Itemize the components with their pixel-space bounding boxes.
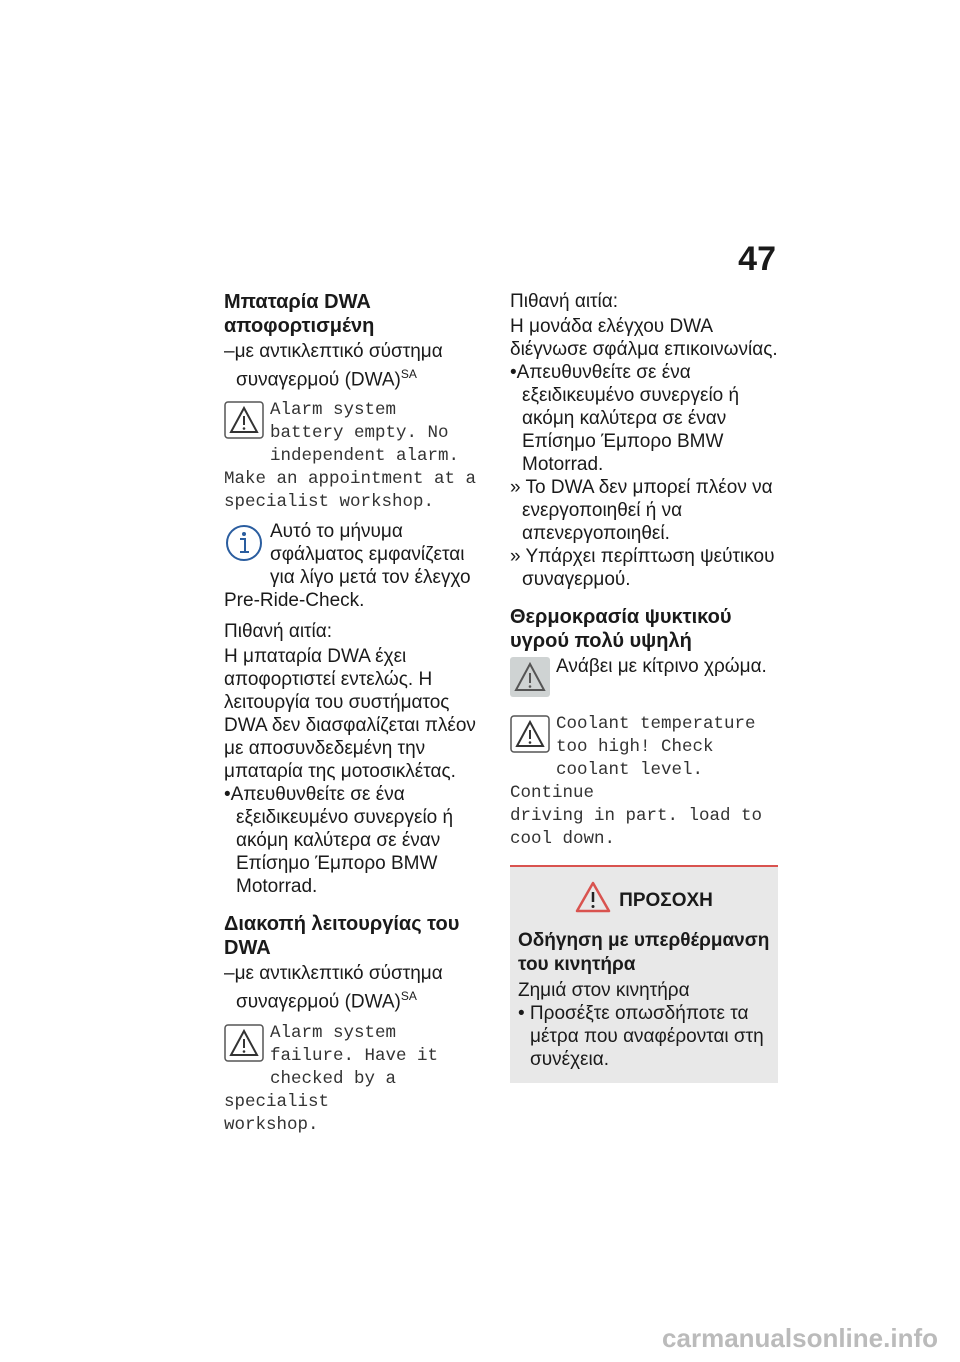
page-number: 47 xyxy=(738,240,776,278)
section3-title: Θερμοκρασία ψυκτικού υγρού πολύ υψηλή xyxy=(510,606,732,652)
warning-triangle-icon xyxy=(224,1024,264,1070)
footer-watermark: carmanualsonline.info xyxy=(662,1323,938,1353)
warning-triangle-icon xyxy=(224,401,264,447)
caution-bullet: • Προσέξτε οπωσδήποτε τα μέτρα που αναφέρονται στη συνέχεια. xyxy=(518,1003,764,1070)
cause-label: Πιθανή αιτία: xyxy=(510,291,619,312)
caution-text: Ζημιά στον κινητήρα xyxy=(518,980,690,1001)
warning-lamp-icon xyxy=(510,657,550,703)
warning-triangle-icon xyxy=(510,715,550,761)
section1-condition: –με αντικλεπτικό σύστημα συναγερμού (DWA)$^{SA}$ xyxy=(224,341,443,391)
cause-label: Πιθανή αιτία: xyxy=(224,621,333,643)
bullet-item: •Απευθυνθείτε σε ένα εξειδικευμένο συνεργείο ή ακόμη καλύτερα σε έναν Επίσημο Έμπορο BMW Motorrad. xyxy=(224,784,454,898)
info-note: Αυτό το μήνυμα σφάλματος εμφανίζεται για λίγο μετά τον έλεγχο Pre-Ride-Check. xyxy=(224,521,471,612)
left-column xyxy=(224,290,492,1137)
caution-title: ΠΡΟΣΟΧΗ xyxy=(619,889,713,911)
section1-message: Alarm system battery empty. No independent alarm. Make an appointment at a specialist workshop. xyxy=(224,400,477,513)
result-item: » Υπάρχει περίπτωση ψεύτικου συναγερμού. xyxy=(510,546,775,590)
result-item: » Το DWA δεν μπορεί πλέον να ενεργοποιηθεί ή να απενεργοποιηθεί. xyxy=(510,477,773,544)
cause-text: Η μονάδα ελέγχου DWA διέγνωσε σφάλμα επικοινωνίας. xyxy=(510,316,778,360)
lamp-note: Ανάβει με κίτρινο χρώμα. xyxy=(510,655,778,699)
cause-text: Η μπαταρία DWA έχει αποφορτιστεί εντελώς. Η λειτουργία του συστήματος DWA δεν διασφαλίζεται πλέον με αποσυνδεδεμένη την μπαταρία της μοτοσικλέτας. xyxy=(224,646,476,783)
caution-box xyxy=(510,865,778,1083)
caution-header xyxy=(518,881,770,919)
right-column xyxy=(510,290,778,1083)
caution-heading: Οδήγηση με υπερθέρμανση του κινητήρα xyxy=(518,930,770,975)
section1-title: Μπαταρία DWA αποφορτισμένη xyxy=(224,291,375,337)
info-icon xyxy=(224,522,264,568)
section2-title: Διακοπή λειτουργίας του DWA xyxy=(224,913,460,960)
bullet-item: •Απευθυνθείτε σε ένα εξειδικευμένο συνεργείο ή ακόμη καλύτερα σε έναν Επίσημο Έμπορο BMW Motorrad. xyxy=(510,362,740,475)
caution-triangle-icon xyxy=(575,881,611,919)
section2-condition: –με αντικλεπτικό σύστημα συναγερμού (DWA)$^{SA}$ xyxy=(224,963,443,1013)
section2-message: Alarm system failure. Have it checked by a specialist workshop. xyxy=(224,1022,439,1135)
section3-message: Coolant temperature too high! Check coolant level. Continue driving in part. load to cool down. xyxy=(510,714,763,849)
